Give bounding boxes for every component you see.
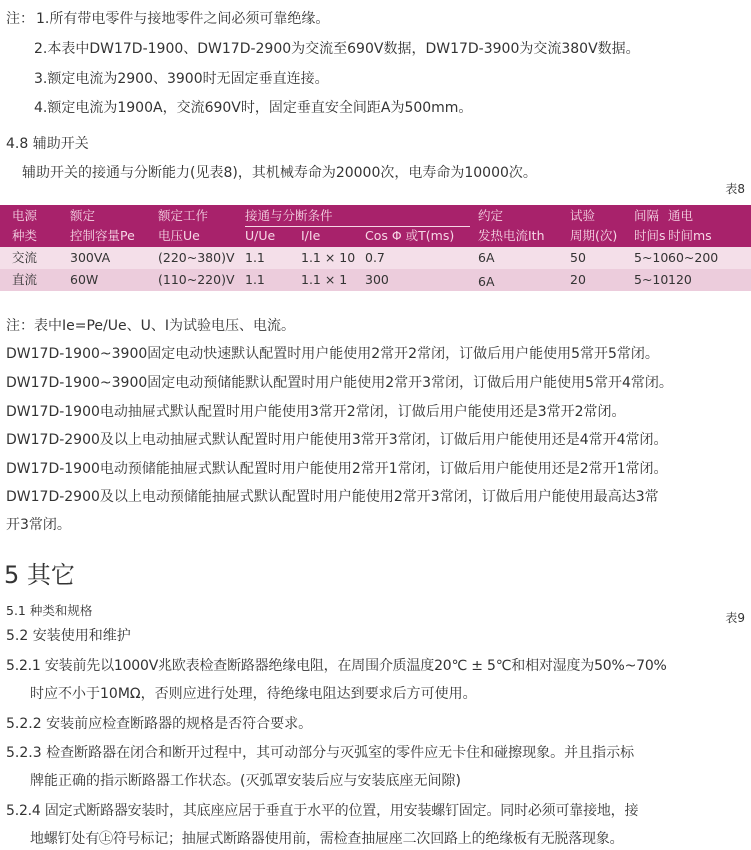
header-cell: 试验 [570, 208, 596, 223]
header-cell: 时间ms [668, 228, 712, 243]
note-item: 4.额定电流为1900A，交流690V时，固定垂直安全间距A为500mm。 [34, 100, 473, 116]
config-note: DW17D-2900及以上电动抽屉式默认配置时用户能使用3常开3常闭，订做后用户能使用还是4常开4常闭。 [6, 432, 668, 448]
table-cell: 交流 [12, 250, 38, 265]
table-cell: 1.1 × 1 [301, 272, 348, 287]
section-item: 地螺钉处有㊤符号标记；抽屉式断路器使用前，需检查抽屉座二次回路上的绝缘板有无脱落现象。 [30, 831, 624, 847]
section-heading-5: 5 其它 [4, 561, 75, 589]
config-note: DW17D-1900~3900固定电动快速默认配置时用户能使用2常开2常闭，订做后用户能使用5常开5常闭。 [6, 346, 659, 362]
note-item: 2.本表中DW17D-1900、DW17D-2900为交流至690V数据，DW17D-3900为交流380V数据。 [34, 41, 640, 57]
header-cell: 通电 [668, 208, 694, 223]
table-cell: (110~220)V [158, 272, 235, 287]
section-heading-5-1: 5.1 种类和规格 [6, 603, 93, 618]
section-heading-5-2: 5.2 安装使用和维护 [6, 628, 131, 644]
table-row [0, 269, 751, 291]
header-cell: 约定 [478, 208, 504, 223]
section-item: 牌能正确的指示断路器工作状态。(灭弧罩安装后应与安装底座无间隙) [30, 773, 461, 789]
table-cell: 60~200 [668, 250, 719, 265]
header-cell: 接通与分断条件 [245, 208, 333, 223]
section-item: 5.2.3 检查断路器在闭合和断开过程中，其可动部分与灭弧室的零件应无卡住和碰擦现象。并且指示标 [6, 745, 635, 761]
table-cell: 60W [70, 272, 99, 287]
table-cell: 6A [478, 274, 495, 289]
section-heading-4-8: 4.8 辅助开关 [6, 136, 89, 152]
table-header [0, 205, 751, 247]
section-item: 5.2.2 安装前应检查断路器的规格是否符合要求。 [6, 716, 313, 732]
table-row [0, 247, 751, 269]
table-note: 注：表中Ie=Pe/Ue、U、I为试验电压、电流。 [6, 318, 295, 334]
header-cell: 间隔 [634, 208, 660, 223]
config-note: DW17D-1900电动预储能抽屉式默认配置时用户能使用2常开1常闭，订做后用户能使用还是2常开1常闭。 [6, 461, 668, 477]
header-cell: 发热电流Ith [478, 228, 545, 243]
table-cell: 6A [478, 250, 495, 265]
config-note: 开3常闭。 [6, 517, 71, 533]
table-cell: 0.7 [365, 250, 385, 265]
section-item: 5.2.4 固定式断路器安装时，其底座应居于垂直于水平的位置，用安装螺钉固定。同时必须可靠接地，接 [6, 803, 639, 819]
header-cell: U/Ue [245, 228, 276, 243]
table-cell: 直流 [12, 272, 38, 287]
header-cell: 额定 [70, 208, 96, 223]
table-label: 表8 [725, 182, 745, 196]
table-8 [0, 205, 751, 291]
note-item: 3.额定电流为2900、3900时无固定垂直连接。 [34, 71, 329, 87]
header-cell: 时间s [634, 228, 666, 243]
config-note: DW17D-1900~3900固定电动预储能默认配置时用户能使用2常开3常闭，订做后用户能使用5常开4常闭。 [6, 375, 673, 391]
table-cell: 1.1 [245, 272, 265, 287]
table-cell: 5~10 [634, 250, 669, 265]
note-item: 1.所有带电零件与接地零件之间必须可靠绝缘。 [36, 11, 330, 27]
config-note: DW17D-1900电动抽屉式默认配置时用户能使用3常开2常闭，订做后用户能使用还是3常开2常闭。 [6, 404, 626, 420]
header-cell: 额定工作 [158, 208, 209, 223]
table-cell: 20 [570, 272, 586, 287]
header-cell: I/Ie [301, 228, 321, 243]
section-item: 时应不小于10MΩ，否则应进行处理，待绝缘电阻达到要求后方可使用。 [30, 686, 477, 702]
header-cell: 电源 [12, 208, 38, 223]
header-cell: 种类 [12, 228, 38, 243]
note-prefix: 注： [6, 11, 34, 27]
table-cell: 5~10 [634, 272, 669, 287]
table-cell: 1.1 × 10 [301, 250, 356, 265]
header-cell: 电压Ue [158, 228, 200, 243]
table-cell: 1.1 [245, 250, 265, 265]
section-item: 5.2.1 安装前先以1000V兆欧表检查断路器绝缘电阻，在周围介质温度20℃ ± 5℃和相对湿度为50%~70% [6, 658, 667, 674]
header-cell: Cos Φ 或T(ms) [365, 228, 455, 243]
table-cell: 300VA [70, 250, 111, 265]
table-cell: 300 [365, 272, 389, 287]
table-cell: 120 [668, 272, 692, 287]
section-paragraph: 辅助开关的接通与分断能力(见表8)，其机械寿命为20000次，电寿命为10000次。 [22, 165, 537, 181]
table-label: 表9 [725, 611, 745, 625]
header-cell: 控制容量Pe [70, 228, 135, 243]
config-note: DW17D-2900及以上电动预储能抽屉式默认配置时用户能使用2常开3常闭，订做后用户能使用最高达3常 [6, 489, 659, 505]
header-cell: 周期(次) [570, 228, 618, 243]
table-cell: 50 [570, 250, 586, 265]
table-cell: (220~380)V [158, 250, 235, 265]
